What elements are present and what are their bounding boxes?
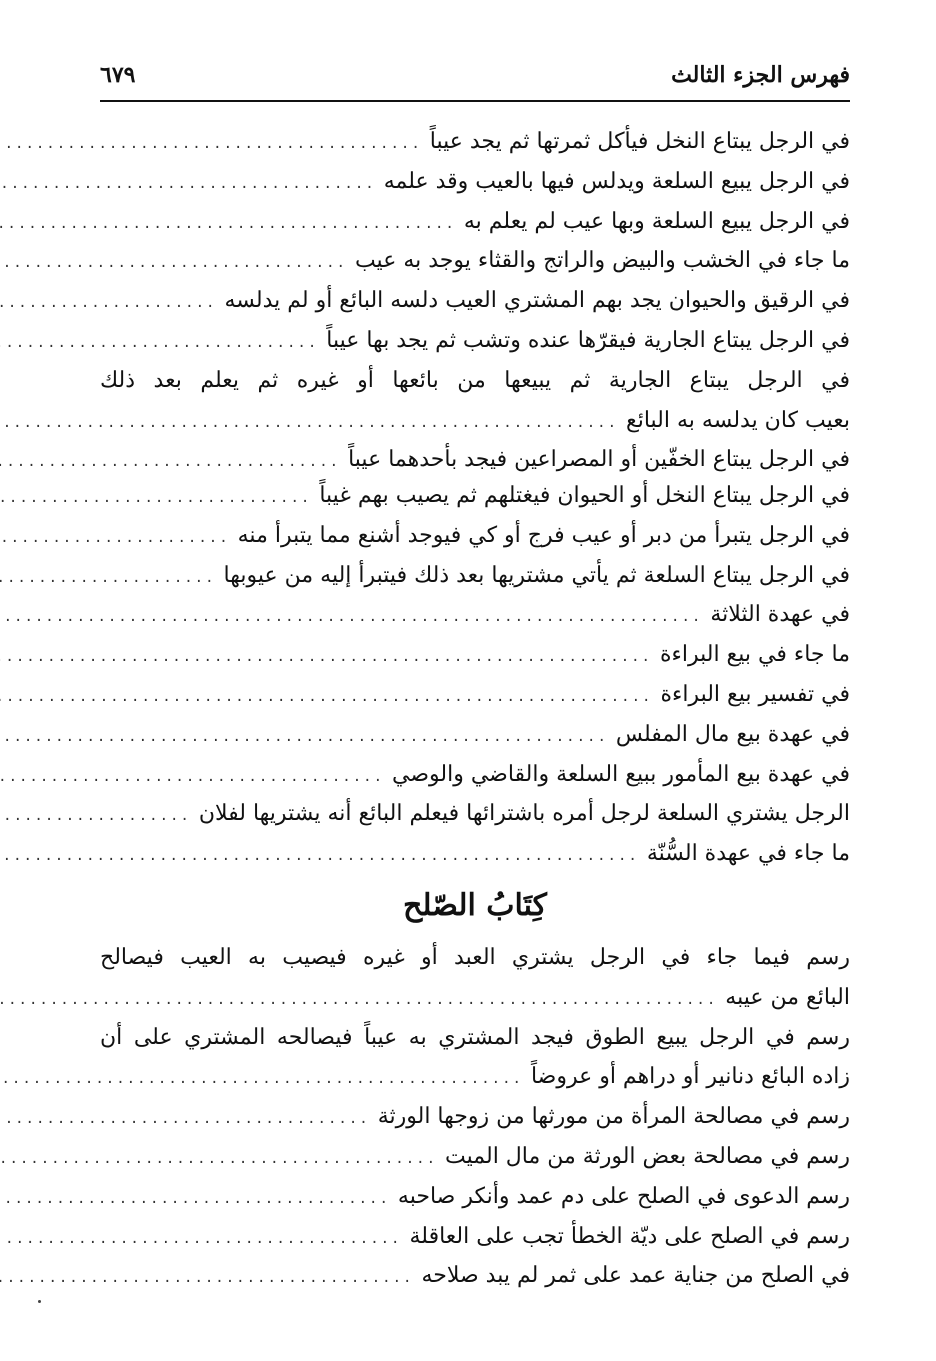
entry-first-line: في الرجل يبتاع الجارية ثم يبيعها من بائعها أو غيره ثم يعلم بعد ذلك: [100, 367, 850, 393]
dot-leader: [0, 559, 216, 599]
index-entry: [100, 202, 850, 242]
entry-title: رسم الدعوى في الصلح على دم عمد وأنكر صاحبه: [397, 1183, 850, 1209]
dot-leader: [0, 1220, 401, 1260]
index-entry: [100, 755, 850, 795]
dot-leader: [0, 324, 318, 364]
entry-title: في الرجل يبتاع الجارية فيقرّها عنده وتشب ثم يجد بها عيباً: [326, 327, 850, 353]
dot-leader: [0, 519, 230, 559]
entry-title: في الرجل يتبرأ من دبر أو عيب فرج أو كي فيوجد أشنع مما يتبرأ منه: [237, 522, 850, 548]
index-list-b: [100, 476, 850, 874]
entry-title: في الرقيق والحيوان يجد بهم المشتري العيب دلسه البائع أو لم يدلسه: [224, 288, 850, 314]
index-entry: [100, 281, 850, 321]
index-entry: [100, 516, 850, 556]
index-entry: [100, 556, 850, 596]
entry-first-line: رسم فيما جاء في الرجل يشتري العبد أو غيره فيصيب به العيب فيصالح: [100, 945, 850, 970]
dot-leader: [0, 837, 639, 877]
header-title: فهرس الجزء الثالث: [671, 62, 850, 88]
section-title: كِتَابُ الصّلح: [403, 888, 547, 923]
index-list-a: [100, 122, 850, 480]
dot-leader: [0, 125, 422, 165]
entry-title: ما جاء في بيع البراءة: [659, 642, 850, 668]
index-entry: [100, 476, 850, 516]
entry-title: في الرجل يبتاع النخل فيأكل ثمرتها ثم يجد عيباً: [429, 129, 850, 154]
index-entry: [100, 162, 850, 202]
index-entry: [100, 440, 850, 480]
stray-dot: [38, 1300, 41, 1303]
index-entry: [100, 1137, 850, 1177]
index-entry: [100, 834, 850, 874]
dot-leader: [0, 404, 618, 444]
entry-title: في الرجل يبيع السلعة ويدلس فيها بالعيب وقد علمه: [383, 168, 850, 194]
entry-title: بعيب كان يدلسه به البائع: [626, 407, 850, 433]
index-entry: [100, 794, 850, 834]
dot-leader: [0, 205, 456, 245]
index-entry: [100, 321, 850, 361]
index-entry: [100, 241, 850, 281]
dot-leader: [0, 1180, 390, 1220]
entry-title: في عهدة الثلاثة: [710, 602, 850, 628]
entry-title: في تفسير بيع البراءة: [660, 681, 850, 707]
entry-title: في الرجل يبتاع الخفّين أو المصراعين فيجد بأحدهما عيباً: [348, 447, 850, 473]
index-entry: [100, 635, 850, 675]
dot-leader: [0, 1259, 413, 1299]
dot-leader: [0, 1060, 523, 1100]
index-entry: [100, 361, 850, 441]
dot-leader: [0, 678, 652, 718]
index-list-c: [100, 938, 850, 1296]
entry-title: الرجل يشتري السلعة لرجل أمره باشترائها فيعلم البائع أنه يشتريها لفلان: [198, 801, 850, 827]
index-entry: [100, 675, 850, 715]
index-entry: [100, 1018, 850, 1098]
dot-leader: [0, 244, 347, 284]
dot-leader: [0, 981, 717, 1021]
index-entry: [100, 715, 850, 755]
page-header: [100, 58, 850, 102]
dot-leader: [0, 284, 216, 324]
entry-title: رسم في الصلح على ديّة الخطأ تجب على العاقلة: [409, 1223, 850, 1249]
dot-leader: [0, 797, 191, 837]
entry-title: في الصلح من جناية عمد على ثمر لم يبد صلاحه: [421, 1263, 850, 1289]
entry-title: في الرجل يبتاع السلعة ثم يأتي مشتريها بعد ذلك فيتبرأ إليه من عيوبها: [223, 562, 850, 588]
index-entry: [100, 1256, 850, 1296]
dot-leader: [0, 758, 384, 798]
entry-title: ما جاء في عهدة السُّنّة: [646, 841, 850, 867]
index-entry: [100, 1217, 850, 1257]
entry-title: زاده البائع دنانير أو دراهم أو عروضاً: [530, 1064, 850, 1090]
index-entry: [100, 122, 850, 162]
dot-leader: [0, 718, 608, 758]
index-entry: [100, 595, 850, 635]
entry-title: في الرجل يبيع السلعة وبها عيب لم يعلم به: [463, 208, 850, 234]
index-entry: [100, 1097, 850, 1137]
dot-leader: [0, 479, 311, 519]
entry-title: في عهدة بيع المأمور ببيع السلعة والقاضي والوصي: [392, 761, 850, 787]
entry-title: ما جاء في الخشب والبيض والراتج والقثاء يوجد به عيب: [354, 248, 850, 274]
dot-leader: [0, 1100, 370, 1140]
dot-leader: [0, 638, 652, 678]
entry-title: البائع من عيبه: [725, 984, 850, 1010]
dot-leader: [0, 598, 702, 638]
entry-title: رسم في مصالحة بعض الورثة من مال الميت: [445, 1143, 850, 1169]
entry-title: في الرجل يبتاع النخل أو الحيوان فيغتلهم ثم يصيب بهم غيباً: [319, 483, 850, 508]
dot-leader: [0, 1140, 437, 1180]
index-entry: [100, 938, 850, 1018]
dot-leader: [0, 165, 376, 205]
index-entry: [100, 1177, 850, 1217]
header-page-number: ٦٧٩: [100, 62, 136, 88]
entry-title: في عهدة بيع مال المفلس: [615, 721, 850, 747]
entry-first-line: رسم في الرجل يبيع الطوق فيجد المشتري به عيباً فيصالحه المشتري على أن: [100, 1024, 850, 1050]
entry-title: رسم في مصالحة المرأة من مورثها من زوجها الورثة: [377, 1104, 850, 1130]
